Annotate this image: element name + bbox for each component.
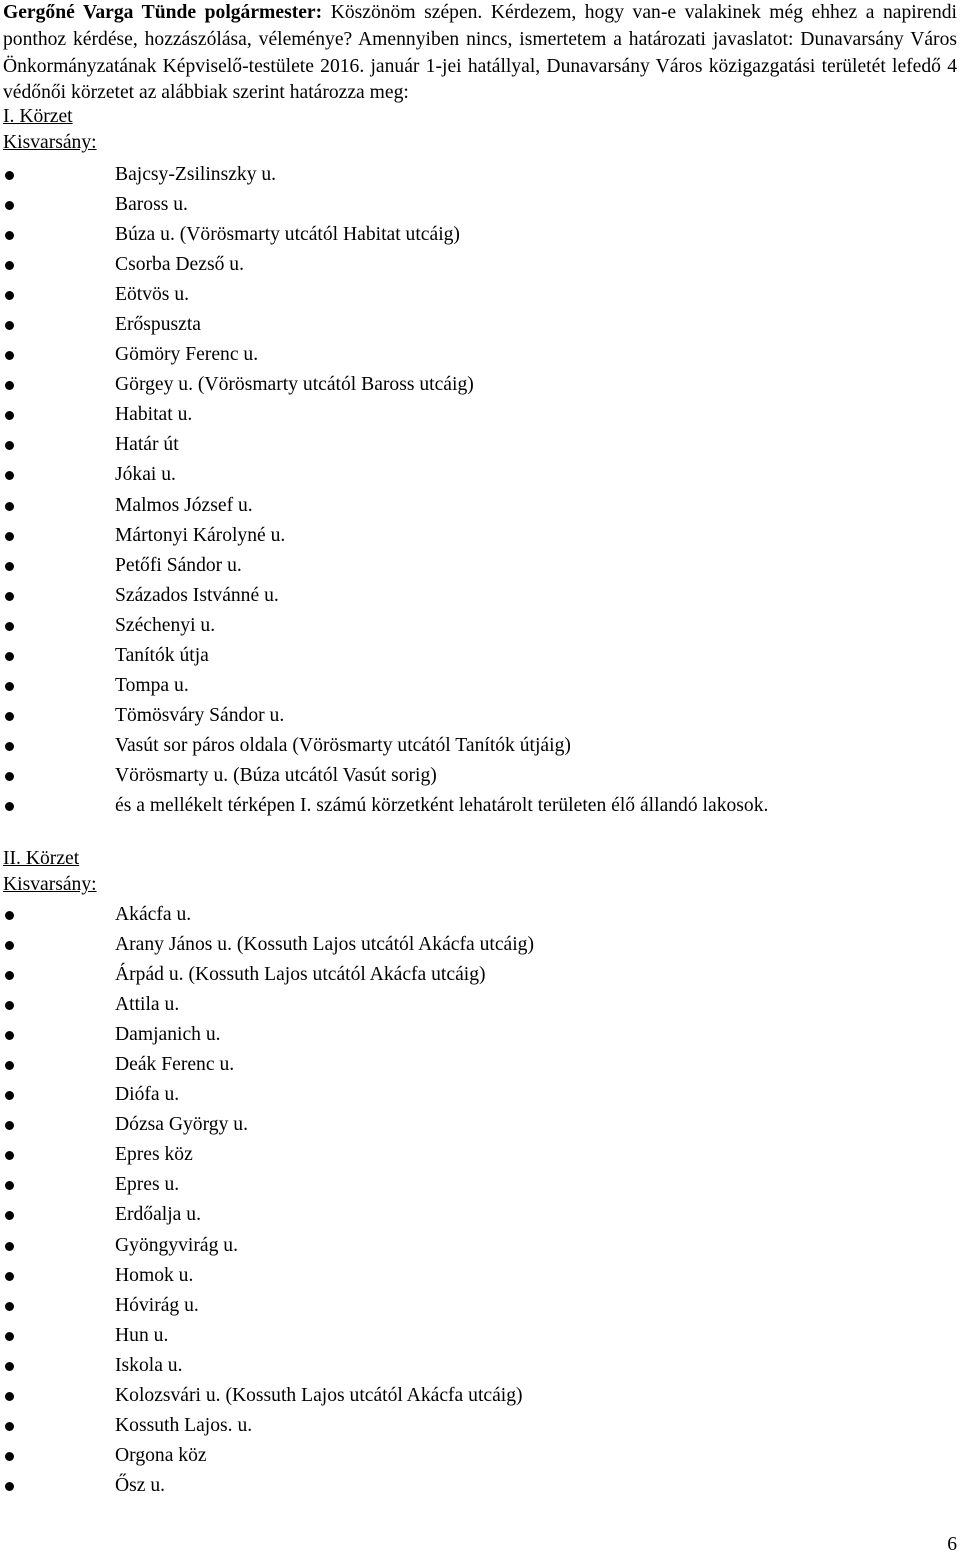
street-name: Jókai u. (115, 464, 176, 486)
bullet-icon (5, 1091, 14, 1100)
street-name: Vasút sor páros oldala (Vörösmarty utcától Tanítók útjáig) (115, 734, 571, 756)
bullet-icon (5, 941, 14, 950)
bullet-icon (5, 1272, 14, 1281)
district-1-heading (3, 104, 97, 156)
bullet-icon (5, 1332, 14, 1341)
bullet-icon (5, 682, 14, 691)
bullet-icon (5, 1181, 14, 1190)
street-name: Deák Ferenc u. (115, 1054, 235, 1076)
bullet-icon (5, 562, 14, 571)
bullet-icon (5, 1302, 14, 1311)
bullet-icon (5, 1001, 14, 1010)
page-number: 6 (947, 1534, 957, 1555)
street-name: Attila u. (115, 994, 180, 1016)
bullet-icon (5, 532, 14, 541)
bullet-icon (5, 592, 14, 601)
street-name: Bajcsy-Zsilinszky u. (115, 164, 277, 185)
bullet-icon (5, 1151, 14, 1160)
street-name: Mártonyi Károlyné u. (115, 524, 286, 546)
district-2-heading (3, 846, 97, 898)
bullet-icon (5, 411, 14, 420)
street-name: Epres köz (115, 1144, 193, 1166)
street-name: Habitat u. (115, 404, 193, 426)
district-2-area: Kisvarsány: (3, 874, 97, 895)
street-name: Kolozsvári u. (Kossuth Lajos utcától Akácfa utcáig) (115, 1384, 523, 1406)
street-name: Búza u. (Vörösmarty utcától Habitat utcáig) (115, 224, 460, 246)
bullet-icon (5, 441, 14, 450)
street-name: Hóvirág u. (115, 1294, 199, 1316)
bullet-icon (5, 652, 14, 661)
bullet-icon (5, 742, 14, 751)
bullet-icon (5, 1452, 14, 1461)
district-1-title: I. Körzet (3, 106, 73, 127)
bullet-icon (5, 1482, 14, 1491)
street-name: Malmos József u. (115, 494, 253, 516)
street-name: Széchenyi u. (115, 614, 216, 636)
street-name: Damjanich u. (115, 1024, 221, 1046)
bullet-icon (5, 712, 14, 721)
street-name: Tanítók útja (115, 644, 209, 666)
bullet-icon (5, 622, 14, 631)
bullet-icon (5, 1061, 14, 1070)
bullet-icon (5, 471, 14, 480)
street-name: Erőspuszta (115, 314, 201, 336)
street-name: Árpád u. (Kossuth Lajos utcától Akácfa utcáig) (115, 964, 486, 986)
street-name: Tompa u. (115, 674, 189, 696)
street-name: Akácfa u. (115, 904, 192, 925)
street-name: Eötvös u. (115, 284, 190, 306)
street-name: Dózsa György u. (115, 1114, 248, 1136)
street-name: Görgey u. (Vörösmarty utcától Baross utcáig) (115, 374, 474, 396)
street-name: Homok u. (115, 1264, 194, 1286)
bullet-icon (5, 911, 14, 920)
bullet-icon (5, 1422, 14, 1431)
street-name: Határ út (115, 434, 179, 456)
street-name: Hun u. (115, 1324, 169, 1346)
bullet-icon (5, 502, 14, 511)
intro-paragraph (3, 0, 957, 107)
bullet-icon (5, 1211, 14, 1220)
bullet-icon (5, 351, 14, 360)
bullet-icon (5, 381, 14, 390)
street-name: Petőfi Sándor u. (115, 554, 242, 576)
street-name: Iskola u. (115, 1354, 183, 1376)
street-name: Kossuth Lajos. u. (115, 1414, 253, 1436)
street-name: Tömösváry Sándor u. (115, 704, 285, 726)
street-name: Vörösmarty u. (Búza utcától Vasút sorig) (115, 764, 437, 786)
bullet-icon (5, 1031, 14, 1040)
street-name: Orgona köz (115, 1444, 207, 1466)
bullet-icon (5, 231, 14, 240)
bullet-icon (5, 261, 14, 270)
bullet-icon (5, 171, 14, 180)
speaker-name: Gergőné Varga Tünde polgármester: (3, 2, 323, 23)
bullet-icon (5, 802, 14, 811)
intro-text: Köszönöm szépen. Kérdezem, hogy van-e valakinek még ehhez a napirendi ponthoz kérdése, hozzászólása, véleménye? Amennyiben nincs, ismertetem a határozati javaslatot: Dunavarsány Város Önkormányzatának Képviselő-testülete 2016. január 1-jei hatállyal, Dunavarsány Város közigazgatási területét lefedő 4 védőnői körzetet az alábbiak szerint határozza meg: (3, 2, 958, 104)
bullet-icon (5, 1362, 14, 1371)
district-2-title: II. Körzet (3, 848, 80, 869)
district-1-area: Kisvarsány: (3, 132, 97, 153)
street-name: Százados Istvánné u. (115, 584, 279, 606)
street-name: Gyöngyvirág u. (115, 1234, 238, 1256)
street-name: Gömöry Ferenc u. (115, 344, 259, 366)
street-name: Arany János u. (Kossuth Lajos utcától Akácfa utcáig) (115, 934, 534, 956)
street-name: Ősz u. (115, 1474, 166, 1496)
bullet-icon (5, 772, 14, 781)
bullet-icon (5, 1242, 14, 1251)
street-name: Baross u. (115, 194, 188, 216)
bullet-icon (5, 1121, 14, 1130)
bullet-icon (5, 1392, 14, 1401)
street-name: Csorba Dezső u. (115, 254, 244, 276)
street-name: Epres u. (115, 1174, 180, 1196)
bullet-icon (5, 971, 14, 980)
street-name: és a mellékelt térképen I. számú körzetként lehatárolt területen élő állandó lakosok. (115, 794, 769, 816)
bullet-icon (5, 291, 14, 300)
bullet-icon (5, 201, 14, 210)
street-name: Diófa u. (115, 1084, 180, 1106)
bullet-icon (5, 321, 14, 330)
street-name: Erdőalja u. (115, 1204, 201, 1226)
